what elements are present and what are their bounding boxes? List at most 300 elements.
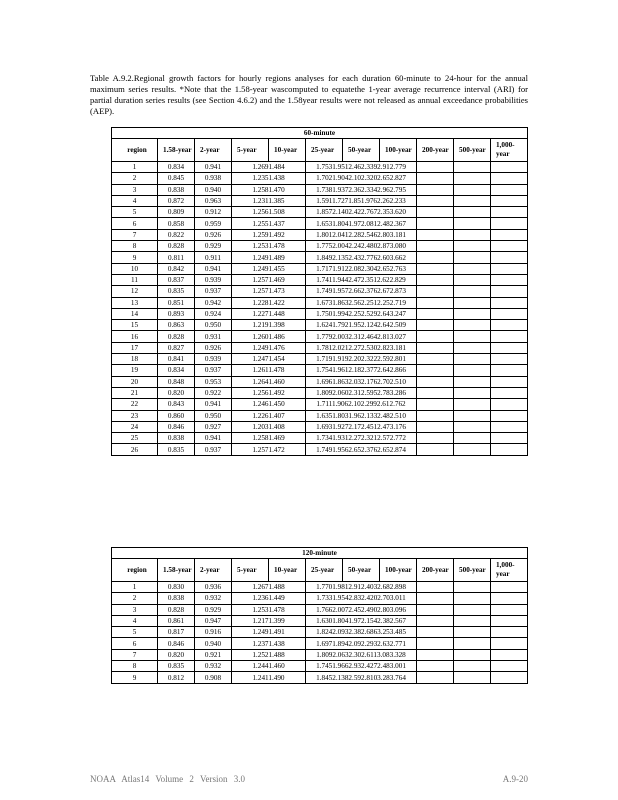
table-cell [417, 252, 454, 263]
table-cell [454, 331, 491, 342]
table-cell: 1.2551.437 [232, 218, 306, 229]
table-cell [454, 638, 491, 649]
table-cell: 0.834 [158, 365, 195, 376]
table-cell: 15 [112, 320, 158, 331]
table-row [112, 615, 528, 626]
table-row [112, 274, 528, 285]
table-cell [454, 433, 491, 444]
table-row [112, 162, 528, 173]
table-cell: 0.932 [195, 593, 232, 604]
table-cell: 0.809 [158, 207, 195, 218]
table-cell: 1.2491.476 [232, 342, 306, 353]
duration-title: 120-minute [112, 548, 528, 559]
header-row [112, 139, 528, 162]
table-cell: 0.959 [195, 218, 232, 229]
table-cell: 0.860 [158, 410, 195, 421]
table-cell [417, 263, 454, 274]
table-cell [417, 184, 454, 195]
table-cell: 0.937 [195, 444, 232, 455]
table-cell: 0.942 [195, 297, 232, 308]
column-header: 500-year [454, 139, 491, 162]
table-cell [417, 207, 454, 218]
table-cell: 16 [112, 331, 158, 342]
table-row [112, 207, 528, 218]
table-cell: 19 [112, 365, 158, 376]
table-row [112, 627, 528, 638]
table-cell [454, 162, 491, 173]
table-cell: 23 [112, 410, 158, 421]
table-cell [454, 365, 491, 376]
table-cell [417, 444, 454, 455]
table-cell: 0.912 [195, 207, 232, 218]
table-cell: 1.6351.8031.962.1332.482.510 [306, 410, 417, 421]
table-cell [491, 421, 528, 432]
table-cell [491, 365, 528, 376]
table-cell [491, 252, 528, 263]
table-cell [417, 286, 454, 297]
column-header: 100-year [380, 139, 417, 162]
table-cell: 1.2491.455 [232, 263, 306, 274]
table-cell: 1.6931.9272.172.4512.473.176 [306, 421, 417, 432]
table-cell: 1.8012.0412.282.5462.803.181 [306, 229, 417, 240]
table-cell: 1.8242.0932.382.6863.253.485 [306, 627, 417, 638]
table-cell [491, 615, 528, 626]
table-row [112, 376, 528, 387]
table-cell: 0.851 [158, 297, 195, 308]
table-cell: 7 [112, 229, 158, 240]
column-header: 1.58-year [158, 139, 195, 162]
table-cell: 17 [112, 342, 158, 353]
table-cell [417, 218, 454, 229]
table-cell: 1.6961.8632.032.1762.702.510 [306, 376, 417, 387]
table-cell: 1.7341.9312.272.3212.572.772 [306, 433, 417, 444]
table-cell: 0.858 [158, 218, 195, 229]
table-cell: 1.7491.9572.662.3762.672.873 [306, 286, 417, 297]
table-cell: 1.2671.488 [232, 582, 306, 593]
table-cell: 2 [112, 593, 158, 604]
table-cell [491, 399, 528, 410]
table-body [112, 162, 528, 456]
table-cell [417, 399, 454, 410]
table-cell: 1.7501.9942.252.5292.643.247 [306, 308, 417, 319]
table-cell: 22 [112, 399, 158, 410]
table-cell: 0.963 [195, 195, 232, 206]
footer-left: NOAA Atlas14 Volume 2 Version 3.0 [90, 774, 246, 784]
table-cell: 0.838 [158, 593, 195, 604]
column-header: 200-year [417, 139, 454, 162]
table-row [112, 604, 528, 615]
table-cell: 1.7531.9512.462.3392.912.779 [306, 162, 417, 173]
column-header: 50-year [343, 559, 380, 582]
column-header: 5-year [232, 139, 269, 162]
table-cell [491, 582, 528, 593]
table-cell: 1.7331.9542.832.4202.703.011 [306, 593, 417, 604]
table-cell [454, 593, 491, 604]
page-number: A.9-20 [502, 774, 528, 784]
table-row [112, 365, 528, 376]
table-cell: 1.7792.0032.312.4642.813.027 [306, 331, 417, 342]
table-cell: 1.2641.460 [232, 376, 306, 387]
table-cell [417, 274, 454, 285]
table-cell: 0.893 [158, 308, 195, 319]
table-cell: 1.7541.9612.182.3772.642.866 [306, 365, 417, 376]
table-cell [454, 252, 491, 263]
table-cell: 1.8492.1352.432.7762.603.662 [306, 252, 417, 263]
table-cell [454, 399, 491, 410]
table-row [112, 342, 528, 353]
table-cell: 25 [112, 433, 158, 444]
table-cell: 1 [112, 582, 158, 593]
table-cell: 4 [112, 615, 158, 626]
table-cell: 1.7411.9442.472.3512.622.829 [306, 274, 417, 285]
table-cell: 0.822 [158, 229, 195, 240]
table-cell [491, 593, 528, 604]
table-cell [491, 661, 528, 672]
table-cell: 1.2691.484 [232, 162, 306, 173]
table-cell: 1.6531.8041.972.0812.482.367 [306, 218, 417, 229]
table-cell: 0.838 [158, 184, 195, 195]
table-cell: 0.843 [158, 399, 195, 410]
table-cell [454, 661, 491, 672]
column-header: 500-year [454, 559, 491, 582]
table-cell: 1.7451.9662.932.4272.483.001 [306, 661, 417, 672]
table-cell: 0.830 [158, 582, 195, 593]
table-body [112, 582, 528, 684]
table-cell [417, 672, 454, 683]
table-cell: 0.941 [195, 433, 232, 444]
table-row [112, 320, 528, 331]
table-cell: 0.911 [195, 252, 232, 263]
column-header: region [112, 559, 158, 582]
table-cell [491, 207, 528, 218]
table-cell [454, 218, 491, 229]
table-cell: 0.838 [158, 433, 195, 444]
table-cell: 1.2281.422 [232, 297, 306, 308]
table-cell: 1.2471.454 [232, 354, 306, 365]
table-cell [417, 229, 454, 240]
table-cell: 6 [112, 638, 158, 649]
table-cell: 1.7191.9192.202.3222.592.801 [306, 354, 417, 365]
table-cell [491, 274, 528, 285]
table-cell [491, 433, 528, 444]
table-cell [454, 308, 491, 319]
table-cell: 0.939 [195, 354, 232, 365]
table-cell [491, 218, 528, 229]
table-cell: 0.817 [158, 627, 195, 638]
table-cell [417, 354, 454, 365]
table-cell: 1.7701.9812.912.4032.682.898 [306, 582, 417, 593]
table-cell: 0.846 [158, 638, 195, 649]
table-cell [417, 241, 454, 252]
table-cell [417, 410, 454, 421]
table-cell [491, 241, 528, 252]
column-header: 25-year [306, 559, 343, 582]
table-cell: 0.811 [158, 252, 195, 263]
table-cell [454, 627, 491, 638]
column-header: 200-year [417, 559, 454, 582]
table-caption: Table A.9.2.Regional growth factors for hourly regions analyses for each duration 60-minute to 24-hour for the annual maximum series results. *Note that the 1.58-year wascomputed to equatethe 1-year average recurrence interval (ARI) for partial duration series results (see Section 4.6.2) and the 1.58year results were not released as annual exceedance probabilities (AEP). [90, 73, 528, 116]
table-cell [454, 444, 491, 455]
table-cell: 1 [112, 162, 158, 173]
column-header: 50-year [343, 139, 380, 162]
table-cell [417, 582, 454, 593]
header-row [112, 559, 528, 582]
table-cell: 0.861 [158, 615, 195, 626]
table-cell: 6 [112, 218, 158, 229]
table-cell: 0.834 [158, 162, 195, 173]
table-cell: 1.2261.407 [232, 410, 306, 421]
table-cell [491, 297, 528, 308]
table-cell: 1.2461.450 [232, 399, 306, 410]
table-cell [454, 582, 491, 593]
table-cell [417, 638, 454, 649]
table-cell: 0.940 [195, 184, 232, 195]
table-cell: 0.820 [158, 387, 195, 398]
table-cell: 0.950 [195, 320, 232, 331]
table-cell [491, 331, 528, 342]
table-cell: 0.931 [195, 331, 232, 342]
table-cell: 1.7111.9062.102.2992.612.762 [306, 399, 417, 410]
table-cell: 9 [112, 252, 158, 263]
table-cell: 0.927 [195, 421, 232, 432]
column-header: 10-year [269, 559, 306, 582]
table-cell: 9 [112, 672, 158, 683]
table-cell: 1.7021.9042.102.3202.652.827 [306, 173, 417, 184]
table-cell: 0.841 [158, 354, 195, 365]
table-cell [491, 376, 528, 387]
table-row [112, 263, 528, 274]
table-cell: 1.8092.0632.302.6113.083.328 [306, 649, 417, 660]
table-cell [491, 354, 528, 365]
table-cell [491, 638, 528, 649]
table-cell: 1.2411.490 [232, 672, 306, 683]
table-cell [491, 195, 528, 206]
table-cell: 1.2271.448 [232, 308, 306, 319]
table-cell: 0.947 [195, 615, 232, 626]
table-cell: 0.845 [158, 173, 195, 184]
table-60-minute [111, 127, 528, 456]
table-cell: 1.7662.0072.452.4902.803.096 [306, 604, 417, 615]
table-cell [491, 444, 528, 455]
table-row [112, 218, 528, 229]
table-cell: 24 [112, 421, 158, 432]
table-cell: 1.2561.492 [232, 387, 306, 398]
table-cell: 5 [112, 627, 158, 638]
table-cell: 0.938 [195, 173, 232, 184]
table-row [112, 638, 528, 649]
table-cell: 0.846 [158, 421, 195, 432]
table-cell [454, 615, 491, 626]
table-row [112, 399, 528, 410]
table-cell: 0.929 [195, 604, 232, 615]
table-cell [491, 286, 528, 297]
table-row [112, 195, 528, 206]
table-cell: 1.2571.469 [232, 274, 306, 285]
table-row [112, 354, 528, 365]
table-row [112, 286, 528, 297]
table-row [112, 252, 528, 263]
table-cell: 1.2611.478 [232, 365, 306, 376]
table-cell [454, 297, 491, 308]
table-cell: 5 [112, 207, 158, 218]
table-row [112, 297, 528, 308]
table-row [112, 661, 528, 672]
table-cell: 1.7812.0212.272.5302.823.181 [306, 342, 417, 353]
table-cell: 0.939 [195, 274, 232, 285]
table-cell: 1.2441.460 [232, 661, 306, 672]
table-row [112, 593, 528, 604]
table-row [112, 241, 528, 252]
table-row [112, 433, 528, 444]
table-cell: 0.828 [158, 331, 195, 342]
table-cell: 0.922 [195, 387, 232, 398]
table-cell: 1.2581.469 [232, 433, 306, 444]
table-cell: 0.916 [195, 627, 232, 638]
table-cell [491, 184, 528, 195]
duration-title: 60-minute [112, 128, 528, 139]
column-header: 1,000-year [491, 559, 528, 582]
table-cell: 1.7171.9122.082.3042.652.763 [306, 263, 417, 274]
table-cell [491, 627, 528, 638]
table-cell: 0.940 [195, 638, 232, 649]
table-cell [491, 320, 528, 331]
table-cell [417, 308, 454, 319]
table-cell [417, 365, 454, 376]
table-cell: 1.5911.7271.851.9762.262.233 [306, 195, 417, 206]
table-cell [454, 376, 491, 387]
table-row [112, 331, 528, 342]
table-cell [454, 354, 491, 365]
table-cell: 1.2571.472 [232, 444, 306, 455]
table-cell [454, 263, 491, 274]
table-cell: 1.8452.1382.592.8103.283.764 [306, 672, 417, 683]
table-row [112, 229, 528, 240]
table-row [112, 649, 528, 660]
table-cell [417, 342, 454, 353]
column-header: 5-year [232, 559, 269, 582]
table-row [112, 308, 528, 319]
table-cell: 0.937 [195, 365, 232, 376]
table-cell: 0.820 [158, 649, 195, 660]
table-cell [454, 184, 491, 195]
table-cell [417, 173, 454, 184]
table-cell: 0.937 [195, 286, 232, 297]
table-cell: 1.8092.0602.312.5952.783.286 [306, 387, 417, 398]
column-header: 10-year [269, 139, 306, 162]
table-cell [417, 387, 454, 398]
table-cell [454, 195, 491, 206]
table-cell [491, 308, 528, 319]
table-cell: 0.835 [158, 444, 195, 455]
table-cell: 1.2601.486 [232, 331, 306, 342]
table-cell: 1.8572.1402.422.7672.353.620 [306, 207, 417, 218]
table-cell: 1.6301.8041.972.1542.382.567 [306, 615, 417, 626]
table-cell [454, 241, 491, 252]
table-cell: 1.7381.9372.362.3342.962.795 [306, 184, 417, 195]
table-cell [454, 173, 491, 184]
table-cell: 0.812 [158, 672, 195, 683]
table-cell [454, 604, 491, 615]
table-cell: 10 [112, 263, 158, 274]
table-cell: 0.837 [158, 274, 195, 285]
table-cell: 20 [112, 376, 158, 387]
table-cell: 7 [112, 649, 158, 660]
table-cell: 14 [112, 308, 158, 319]
table-cell: 1.2591.492 [232, 229, 306, 240]
column-header: 1,000-year [491, 139, 528, 162]
column-header: 2-year [195, 559, 232, 582]
table-cell [417, 421, 454, 432]
table-cell: 0.835 [158, 286, 195, 297]
table-cell [417, 376, 454, 387]
table-cell: 0.848 [158, 376, 195, 387]
table-cell: 0.926 [195, 342, 232, 353]
table-cell: 8 [112, 241, 158, 252]
table-cell [417, 320, 454, 331]
table-cell: 0.941 [195, 263, 232, 274]
table-cell: 0.921 [195, 649, 232, 660]
table-cell: 1.2531.478 [232, 604, 306, 615]
table-cell: 1.2311.385 [232, 195, 306, 206]
table-cell: 0.924 [195, 308, 232, 319]
table-cell [454, 286, 491, 297]
table-cell [491, 604, 528, 615]
table-cell: 2 [112, 173, 158, 184]
table-cell [417, 604, 454, 615]
table-cell: 0.926 [195, 229, 232, 240]
table-cell [454, 421, 491, 432]
table-cell: 0.950 [195, 410, 232, 421]
table-cell: 26 [112, 444, 158, 455]
table-cell [454, 387, 491, 398]
table-cell: 1.2361.449 [232, 593, 306, 604]
table-row [112, 582, 528, 593]
table-cell [454, 410, 491, 421]
table-cell: 4 [112, 195, 158, 206]
table-cell: 8 [112, 661, 158, 672]
table-cell: 3 [112, 184, 158, 195]
table-cell: 0.908 [195, 672, 232, 683]
table-cell: 0.828 [158, 241, 195, 252]
table-cell: 1.2491.491 [232, 627, 306, 638]
table-cell: 13 [112, 297, 158, 308]
table-cell [417, 195, 454, 206]
column-header: region [112, 139, 158, 162]
table-cell: 1.6731.8632.562.2512.252.719 [306, 297, 417, 308]
table-cell: 12 [112, 286, 158, 297]
table-cell: 1.7752.0042.242.4802.873.080 [306, 241, 417, 252]
table-cell: 1.6971.8942.092.2932.632.771 [306, 638, 417, 649]
column-header: 1.58-year [158, 559, 195, 582]
table-cell: 1.2521.488 [232, 649, 306, 660]
table-cell: 1.2571.473 [232, 286, 306, 297]
table-cell [417, 331, 454, 342]
table-cell [417, 649, 454, 660]
table-cell: 11 [112, 274, 158, 285]
table-cell: 1.6241.7921.952.1242.642.509 [306, 320, 417, 331]
table-row [112, 421, 528, 432]
table-row [112, 672, 528, 683]
table-cell [417, 162, 454, 173]
table-cell: 0.827 [158, 342, 195, 353]
table-cell [417, 615, 454, 626]
table-cell [417, 433, 454, 444]
table-cell: 1.2351.438 [232, 173, 306, 184]
table-row [112, 410, 528, 421]
table-cell: 1.2491.489 [232, 252, 306, 263]
column-header: 25-year [306, 139, 343, 162]
table-cell [491, 263, 528, 274]
